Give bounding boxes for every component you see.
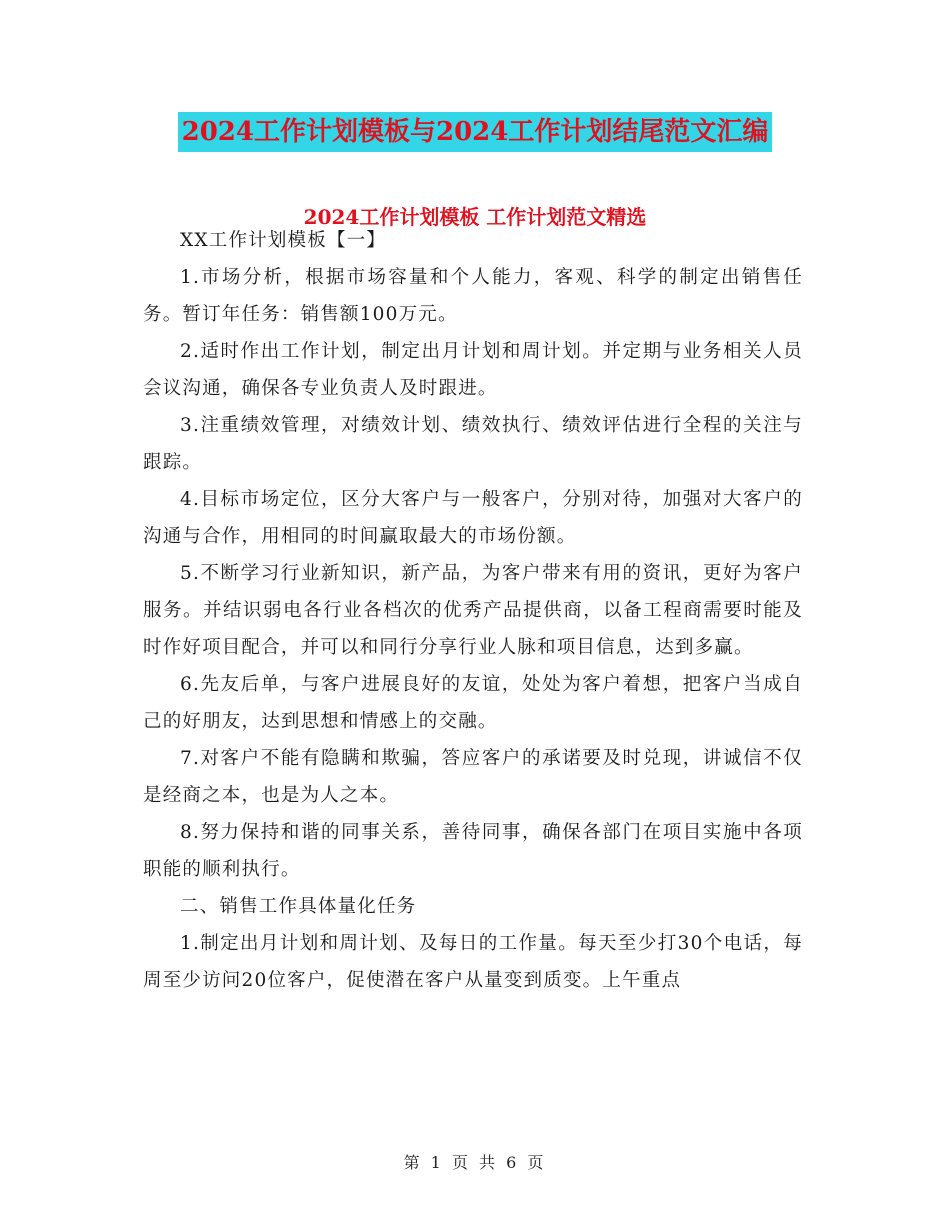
paragraph: 8.努力保持和谐的同事关系，善待同事，确保各部门在项目实施中各项职能的顺利执行。 [143,822,803,880]
paragraph: 1.制定出月计划和周计划、及每日的工作量。每天至少打30个电话，每周至少访问20位客户，促使潜在客户从量变到质变。上午重点 [143,933,803,991]
section-heading: 二、销售工作具体量化任务 [180,896,417,917]
document-body [143,222,803,999]
paragraph: 5.不断学习行业新知识，新产品，为客户带来有用的资讯，更好为客户服务。并结识弱电各行业各档次的优秀产品提供商，以备工程商需要时能及时作好项目配合，并可以和同行分享行业人脉和项目信息，达到多赢。 [143,563,803,658]
paragraph: 4.目标市场定位，区分大客户与一般客户，分别对待，加强对大客户的沟通与合作，用相同的时间赢取最大的市场份额。 [143,489,803,547]
paragraph: 2.适时作出工作计划，制定出月计划和周计划。并定期与业务相关人员会议沟通，确保各专业负责人及时跟进。 [143,341,803,399]
paragraph: 6.先友后单，与客户进展良好的友谊，处处为客户着想，把客户当成自己的好朋友，达到思想和情感上的交融。 [143,674,803,732]
sub-title: 2024工作计划模板 工作计划范文精选 [303,205,647,229]
page-number-footer: 第 1 页 共 6 页 [403,1153,547,1172]
paragraph: 3.注重绩效管理，对绩效计划、绩效执行、绩效评估进行全程的关注与跟踪。 [143,415,803,473]
main-title [0,110,950,152]
paragraph: 1.市场分析，根据市场容量和个人能力，客观、科学的制定出销售任务。暂订年任务：销售额100万元。 [143,267,803,325]
main-title-text: 2024工作计划模板与2024工作计划结尾范文汇编 [178,112,773,152]
paragraph: 7.对客户不能有隐瞒和欺骗，答应客户的承诺要及时兑现，讲诚信不仅是经商之本，也是为人之本。 [143,748,803,806]
paragraph-heading: XX工作计划模板【一】 [180,230,387,251]
